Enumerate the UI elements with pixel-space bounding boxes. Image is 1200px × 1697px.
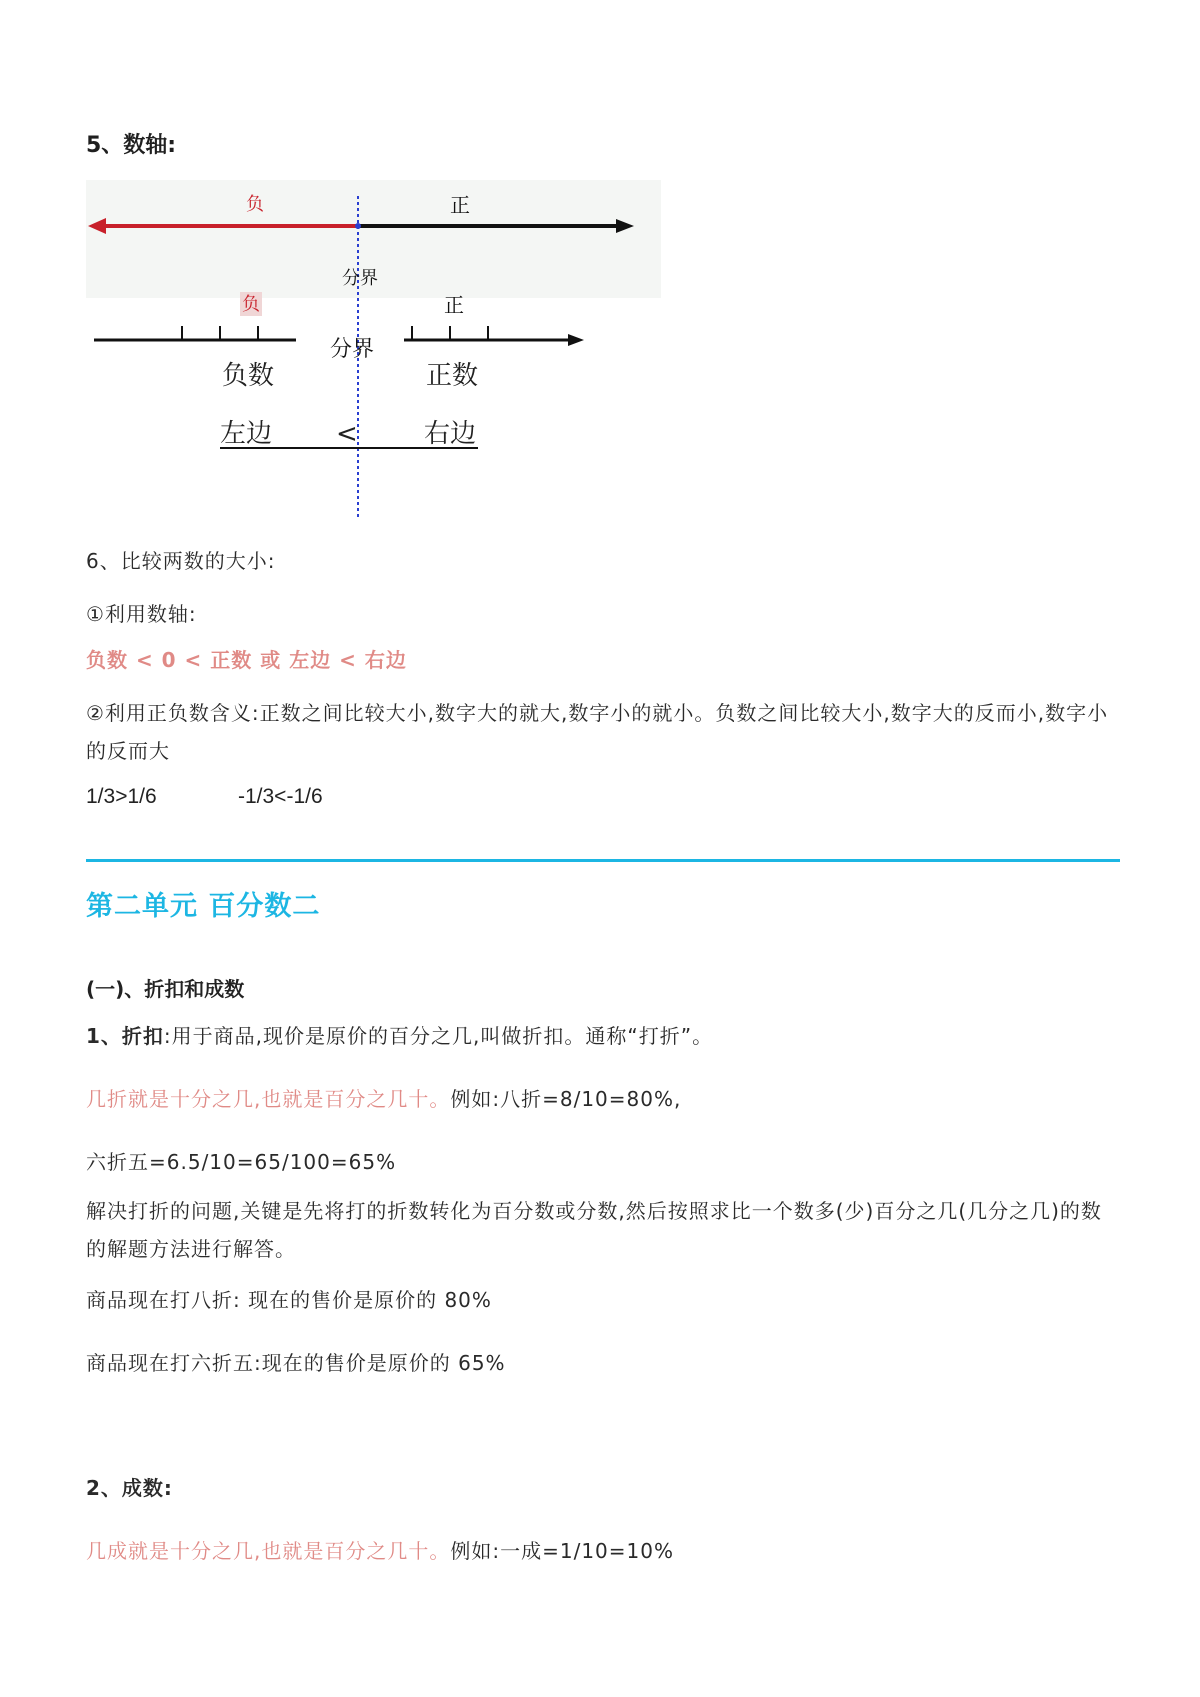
boundary-mid-label: 分界 [330, 337, 375, 362]
example-positive-compare: 1/3>1/6 [86, 785, 157, 808]
discount-solving-text: 解决打折的问题,关键是先将打的折数转化为百分数或分数,然后按照求比一个数多(少)百分之几(几分之几)的数的解题方法进行解答。 [86, 1199, 1102, 1261]
method1-label: ①利用数轴: [86, 602, 197, 626]
section-title-compare: 6、比较两数的大小: [86, 549, 276, 573]
chengshu-rule-example: 例如:一成=1/10=10% [450, 1539, 674, 1563]
discount-rule [86, 1083, 681, 1112]
discount-case1: 商品现在打八折: 现在的售价是原价的 80% [86, 1288, 492, 1312]
method2-text: ②利用正负数含义:正数之间比较大小,数字大的就大,数字小的就小。负数之间比较大小,数字大的反而小,数字小的反而大 [86, 701, 1109, 763]
chengshu-rule [86, 1535, 674, 1564]
mid-negative-label: 负 [242, 294, 260, 315]
subsection-title: (一)、折扣和成数 [86, 977, 245, 1001]
section-divider [86, 859, 1120, 862]
right-side-label: 右边 [424, 419, 477, 449]
top-positive-label: 正 [450, 193, 470, 217]
discount-example2: 六折五=6.5/10=65/100=65% [86, 1150, 397, 1174]
negative-numbers-label: 负数 [222, 361, 275, 391]
less-than-symbol: < [336, 419, 358, 449]
mid-positive-label: 正 [444, 293, 464, 317]
boundary-top-label: 分界 [342, 268, 378, 289]
unit-title: 第二单元 百分数二 [86, 891, 321, 922]
discount-rule-example: 例如:八折=8/10=80%, [450, 1087, 682, 1111]
chengshu-rule-highlight: 几成就是十分之几,也就是百分之几十。 [86, 1539, 451, 1563]
method1-rule: 负数 < 0 < 正数 或 左边 < 右边 [86, 648, 407, 672]
example-negative-compare: -1/3<-1/6 [238, 785, 323, 808]
number-line-diagram [86, 178, 666, 518]
positive-numbers-label: 正数 [426, 361, 479, 391]
discount-label: 1、折扣 [86, 1024, 164, 1048]
chengshu-title: 2、成数: [86, 1476, 173, 1500]
discount-case2: 商品现在打六折五:现在的售价是原价的 65% [86, 1351, 506, 1375]
left-side-label: 左边 [220, 419, 273, 449]
top-negative-label: 负 [246, 194, 264, 215]
discount-definition-text: :用于商品,现价是原价的百分之几,叫做折扣。通称“打折”。 [163, 1024, 714, 1048]
discount-definition [86, 1020, 713, 1049]
discount-rule-highlight: 几折就是十分之几,也就是百分之几十。 [86, 1087, 451, 1111]
section-title-number-line: 5、数轴: [86, 133, 177, 158]
